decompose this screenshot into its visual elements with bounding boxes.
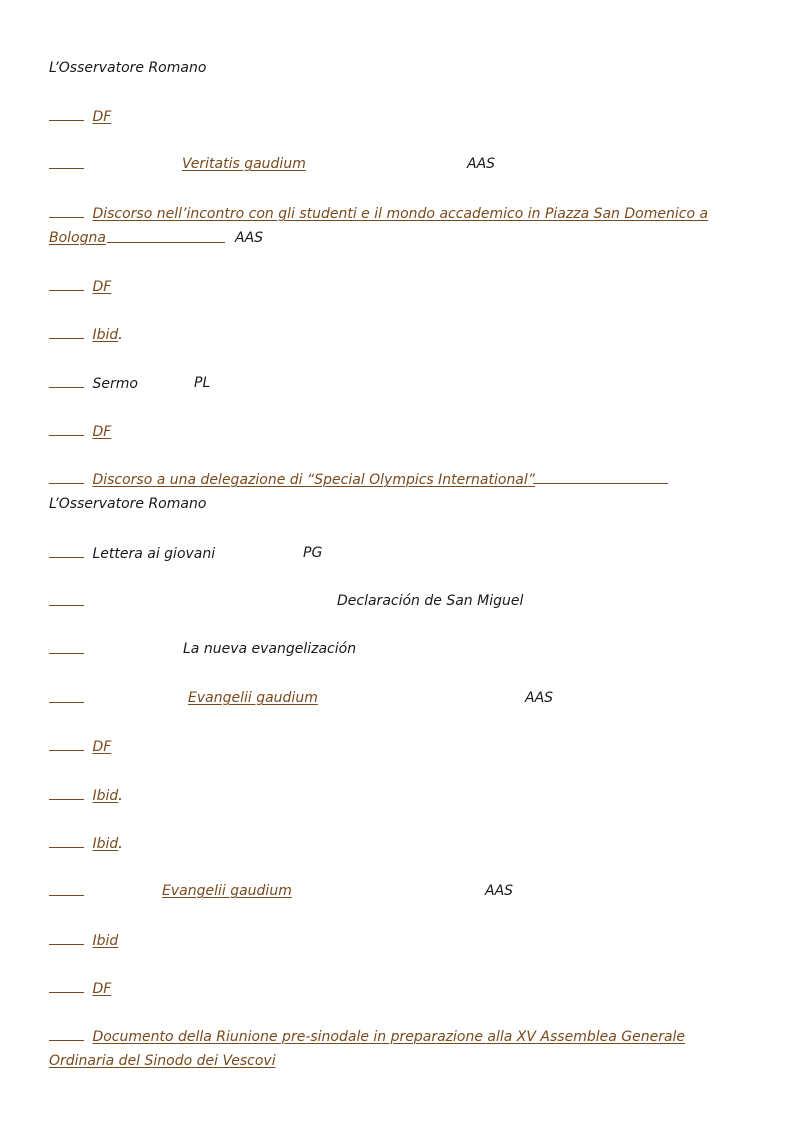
footnote-line xyxy=(49,277,111,296)
footnote-line xyxy=(49,422,111,441)
footnote-marker-blank xyxy=(49,786,84,800)
footnote-marker-blank xyxy=(49,1027,84,1041)
footnote-marker-blank xyxy=(49,592,84,606)
footnote-reference-link[interactable]: DF xyxy=(92,739,112,755)
footnote-reference-link[interactable]: Ibid xyxy=(92,933,119,949)
footnote-marker-blank xyxy=(49,155,84,169)
footnote-line xyxy=(49,544,749,563)
footnote-line xyxy=(49,204,708,223)
footnote-line xyxy=(49,689,749,708)
footnote-marker-blank xyxy=(49,374,84,388)
footnote-source-abbrev: AAS xyxy=(525,690,554,706)
footnote-line xyxy=(49,592,749,611)
footnote-line xyxy=(49,59,206,77)
footnote-text: L’Osservatore Romano xyxy=(49,60,207,76)
footnote-line xyxy=(49,1027,685,1046)
footnote-text: Lettera ai giovani xyxy=(92,546,216,562)
footnote-text: Declaración de San Miguel xyxy=(337,593,524,609)
footnote-reference-link[interactable]: Ibid xyxy=(92,788,119,804)
footnote-reference-link[interactable]: Ordinaria del Sinodo dei Vescovi xyxy=(49,1053,276,1069)
footnote-text: La nueva evangelización xyxy=(183,641,357,657)
footnote-source-abbrev: PL xyxy=(194,375,211,391)
footnote-marker-blank xyxy=(49,470,84,484)
footnote-marker-blank xyxy=(49,107,84,121)
footnote-line xyxy=(49,640,749,659)
footnote-reference-link[interactable]: DF xyxy=(92,279,112,295)
footnote-line xyxy=(49,155,749,174)
footnote-line xyxy=(49,107,111,126)
footnote-marker-blank xyxy=(49,979,84,993)
footnote-marker-blank xyxy=(49,204,84,218)
footnote-marker-blank xyxy=(49,882,84,896)
footnote-line xyxy=(49,786,123,805)
footnote-line-continued xyxy=(49,495,206,513)
footnote-underline-gap xyxy=(107,229,225,243)
footnote-punctuation: . xyxy=(118,836,123,852)
footnote-line-continued xyxy=(49,1052,276,1070)
footnote-source-abbrev: AAS xyxy=(467,156,496,172)
footnote-line-continued xyxy=(49,229,749,247)
footnote-reference-link[interactable]: Ibid xyxy=(92,327,119,343)
footnote-marker-blank xyxy=(49,931,84,945)
footnote-reference-link[interactable]: Ibid xyxy=(92,836,119,852)
footnote-source-abbrev: AAS xyxy=(485,883,514,899)
footnote-marker-blank xyxy=(49,834,84,848)
footnote-reference-link[interactable]: Documento della Riunione pre-sinodale in preparazione alla XV Assemblea Generale xyxy=(92,1029,686,1045)
footnote-marker-blank xyxy=(49,277,84,291)
footnote-punctuation: . xyxy=(118,788,123,804)
footnote-marker-blank xyxy=(49,325,84,339)
footnote-line xyxy=(49,931,118,950)
footnote-punctuation: . xyxy=(118,327,123,343)
footnote-reference-link[interactable]: Veritatis gaudium xyxy=(182,156,306,172)
footnote-marker-blank xyxy=(49,689,84,703)
footnote-reference-link[interactable]: DF xyxy=(92,981,112,997)
footnote-marker-blank xyxy=(49,737,84,751)
footnote-marker-blank xyxy=(49,422,84,436)
footnote-underline-gap xyxy=(533,470,668,484)
footnote-text: Sermo xyxy=(92,376,138,392)
footnote-source-abbrev: AAS xyxy=(235,230,264,246)
footnote-line xyxy=(49,882,749,901)
footnote-marker-blank xyxy=(49,640,84,654)
footnote-line xyxy=(49,979,111,998)
footnote-reference-link[interactable]: Evangelii gaudium xyxy=(188,690,318,706)
footnote-source-abbrev: PG xyxy=(303,545,323,561)
footnote-line xyxy=(49,325,123,344)
footnote-reference-link[interactable]: DF xyxy=(92,109,112,125)
footnote-line xyxy=(49,737,111,756)
footnote-reference-link[interactable]: Bologna xyxy=(49,230,106,246)
footnote-reference-link[interactable]: Discorso a una delegazione di “Special Olympics International” xyxy=(92,472,536,488)
footnote-reference-link[interactable]: Discorso nell’incontro con gli studenti e il mondo accademico in Piazza San Domenico a xyxy=(92,206,709,222)
footnote-line xyxy=(49,374,749,393)
footnote-text: L’Osservatore Romano xyxy=(49,496,207,512)
footnote-marker-blank xyxy=(49,544,84,558)
footnote-line xyxy=(49,470,749,489)
footnote-line xyxy=(49,834,123,853)
footnote-reference-link[interactable]: Evangelii gaudium xyxy=(162,883,292,899)
footnote-reference-link[interactable]: DF xyxy=(92,424,112,440)
